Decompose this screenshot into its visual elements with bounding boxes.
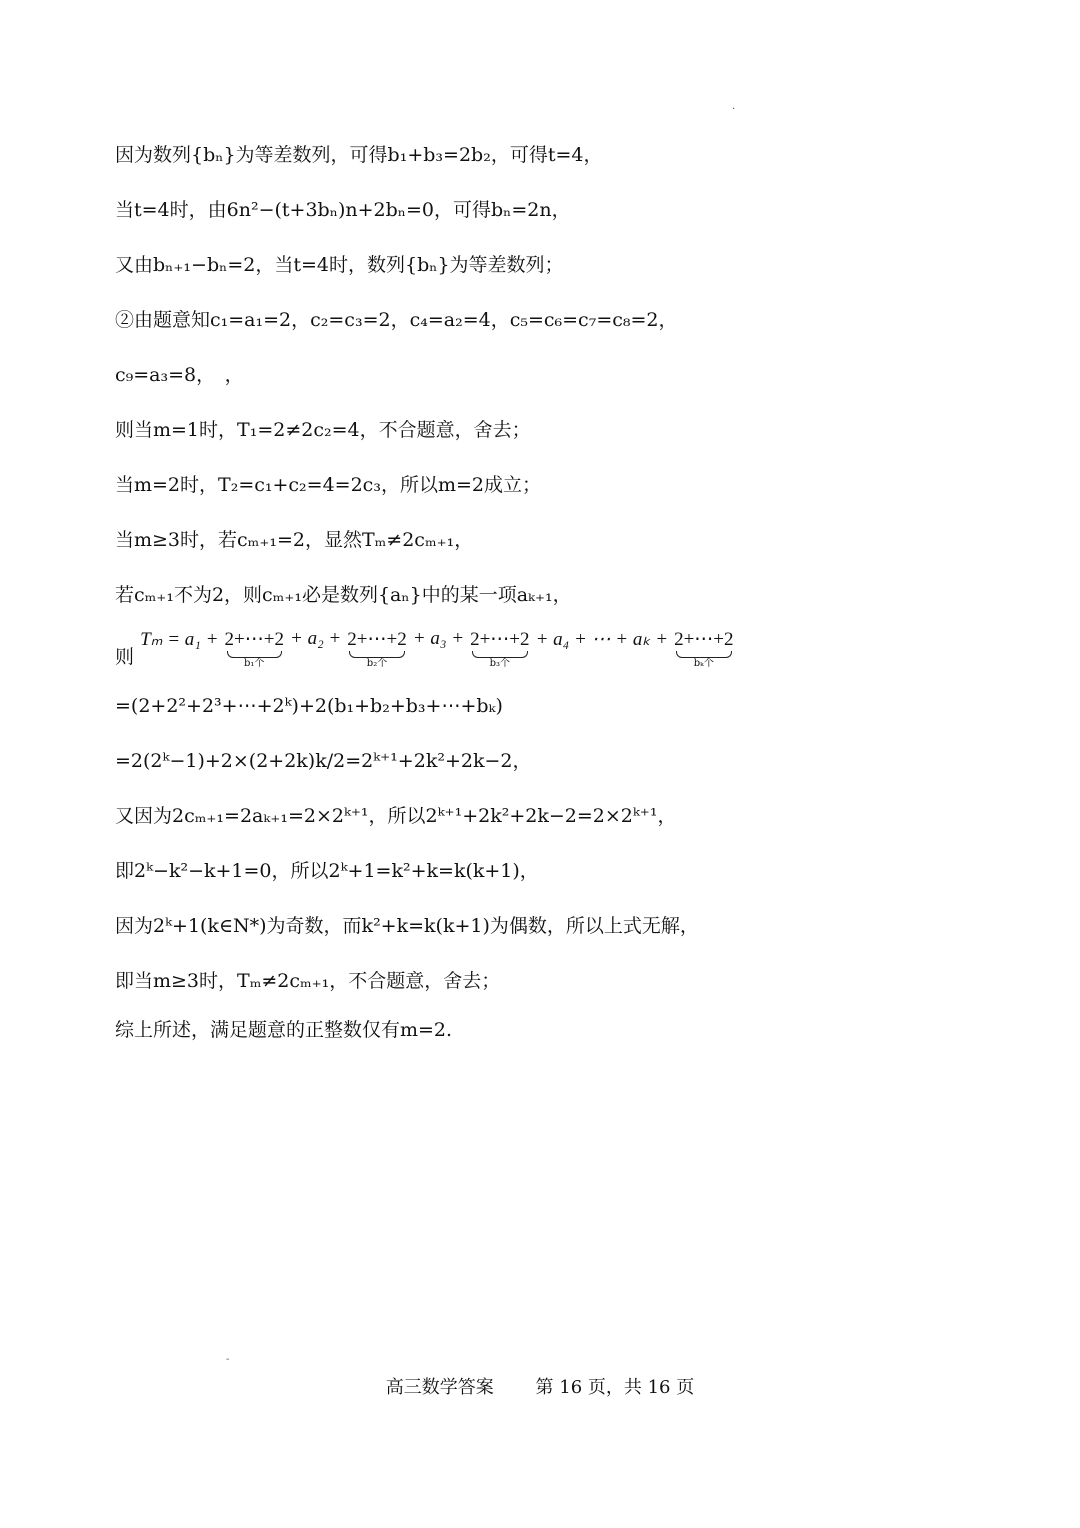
group-label: b₃个 xyxy=(489,658,510,669)
text-line: 则当m=1时，T₁=2≠2c₂=4，不合题意，舍去； xyxy=(115,419,531,441)
group-top: 2+⋯+2 xyxy=(224,629,284,650)
scan-mark: · xyxy=(732,104,736,115)
formula-between: + a₄ + ⋯ + aₖ + xyxy=(535,629,669,650)
text-line: =2(2ᵏ−1)+2×(2+2k)k/2=2ᵏ⁺¹+2k²+2k−2， xyxy=(115,750,532,772)
text-line: 即当m≥3时，Tₘ≠2cₘ₊₁，不合题意，舍去； xyxy=(115,970,501,992)
formula-between: + a₂ + xyxy=(290,628,342,649)
text-line: 因为数列{bₙ}为等差数列，可得b₁+b₃=2b₂，可得t=4， xyxy=(115,144,603,166)
text-line: 又因为2cₘ₊₁=2aₖ₊₁=2×2ᵏ⁺¹，所以2ᵏ⁺¹+2k²+2k−2=2×2ᵏ⁺¹， xyxy=(115,805,677,827)
group-label: bₖ个 xyxy=(693,658,714,669)
group-top: 2+⋯+2 xyxy=(674,629,734,650)
underbrace xyxy=(349,651,404,658)
group-label: b₂个 xyxy=(366,658,388,669)
underbrace-group xyxy=(470,628,529,670)
formula-lhs: Tₘ = a₁ + xyxy=(140,629,219,650)
text-line: 综上所述，满足题意的正整数仅有m=2. xyxy=(115,1019,453,1041)
group-top: 2+⋯+2 xyxy=(347,629,407,650)
page-footer xyxy=(0,1373,1080,1399)
text-line: 又由bₙ₊₁−bₙ=2，当t=4时，数列{bₙ}为等差数列； xyxy=(115,254,564,276)
text-line: 因为2ᵏ+1(k∈N*)为奇数，而k²+k=k(k+1)为偶数，所以上式无解， xyxy=(115,915,699,937)
group-top: 2+⋯+2 xyxy=(470,629,530,650)
scan-mark: - xyxy=(226,1354,230,1365)
text-line: 当t=4时，由6n²−(t+3bₙ)n+2bₙ=0，可得bₙ=2n， xyxy=(115,199,571,221)
formula-between: + a₃ + xyxy=(412,628,465,649)
underbrace xyxy=(227,651,282,658)
text-line: ②由题意知c₁=a₁=2，c₂=c₃=2，c₄=a₂=4，c₅=c₆=c₇=c₈=2， xyxy=(115,309,678,331)
footer-page-number: 第 16 页，共 16 页 xyxy=(535,1377,695,1398)
formula-prefix: 则 xyxy=(115,646,135,668)
underbrace xyxy=(472,651,527,658)
text-line: 若cₘ₊₁不为2，则cₘ₊₁必是数列{aₙ}中的某一项aₖ₊₁， xyxy=(115,584,572,606)
underbrace-formula xyxy=(115,628,734,678)
underbrace xyxy=(676,651,731,658)
group-label: b₁个 xyxy=(244,658,265,669)
text-line: c₉=a₃=8， ， xyxy=(115,364,244,386)
text-line: =(2+2²+2³+⋯+2ᵏ)+2(b₁+b₂+b₃+⋯+bₖ) xyxy=(115,695,503,717)
text-line: 当m=2时，T₂=c₁+c₂=4=2c₃，所以m=2成立； xyxy=(115,474,541,496)
footer-title: 高三数学答案 xyxy=(385,1377,494,1398)
text-line: 即2ᵏ−k²−k+1=0，所以2ᵏ+1=k²+k=k(k+1)， xyxy=(115,860,539,882)
underbrace-group xyxy=(225,628,284,670)
underbrace-group xyxy=(347,628,406,670)
underbrace-group xyxy=(674,628,733,670)
text-line: 当m≥3时，若cₘ₊₁=2，显然Tₘ≠2cₘ₊₁， xyxy=(115,529,474,551)
